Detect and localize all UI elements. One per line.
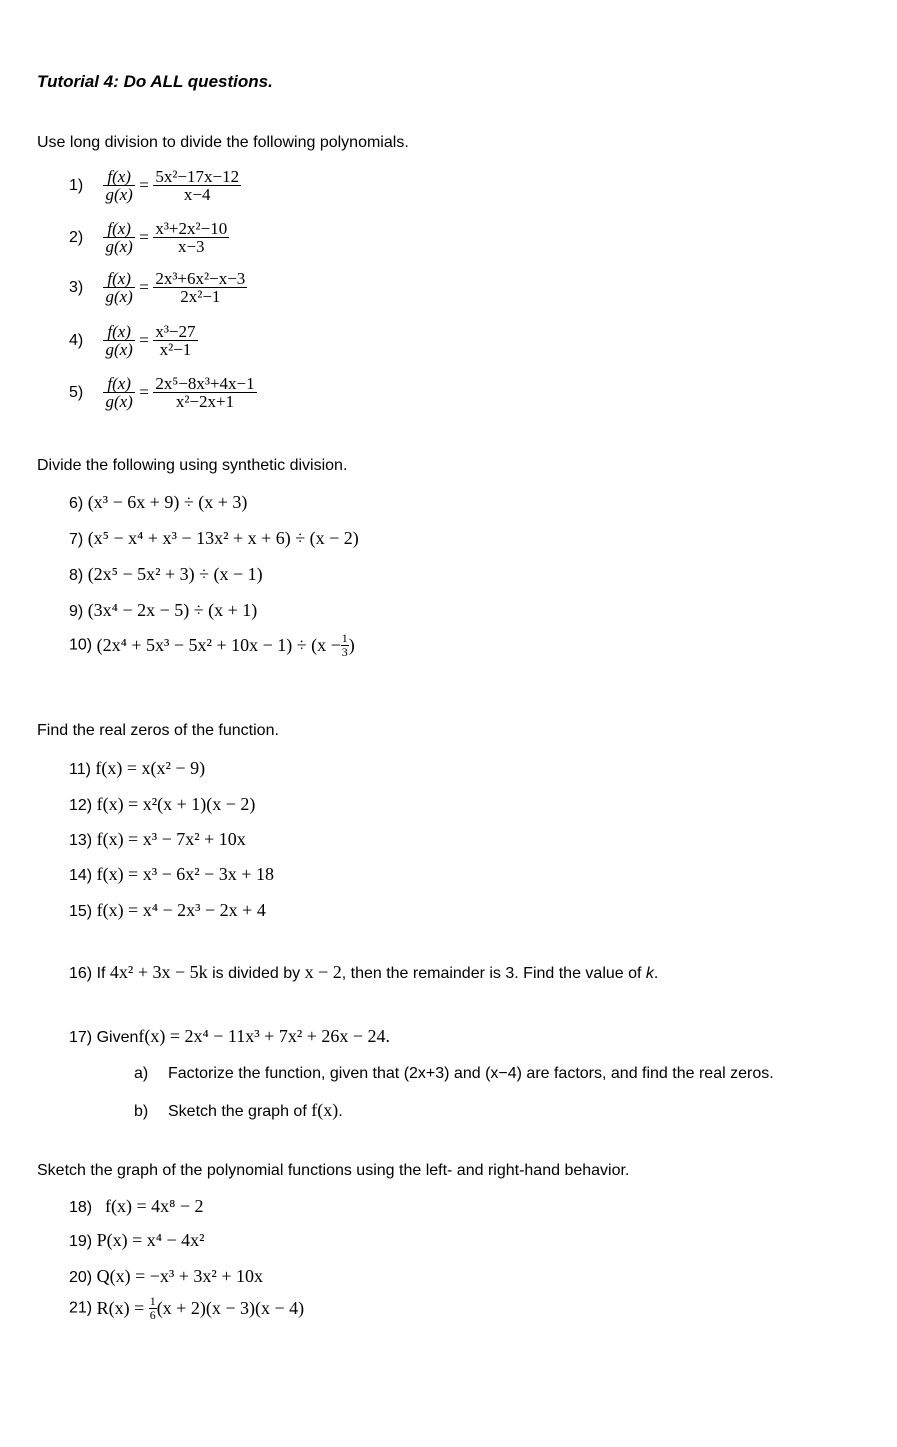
question-label: 3) [69, 278, 84, 296]
question-21 [69, 1295, 304, 1322]
question-label: 5) [69, 383, 84, 401]
question-label: 2) [69, 228, 84, 246]
fraction-lhs-num: f(x) [103, 220, 134, 238]
long-division-heading: Use long division to divide the following polynomials. [37, 134, 409, 151]
question-text: is divided by [212, 965, 301, 982]
question-label: 4) [69, 331, 84, 349]
sub-label: b) [134, 1103, 149, 1120]
question-label: 9) [69, 603, 84, 620]
fraction-den: x−4 [183, 185, 211, 204]
period: . [338, 1103, 343, 1120]
question-label: 1) [69, 176, 84, 194]
question-text-tail: , then the remainder is 3. Find the value of [341, 965, 642, 982]
divisor-expression: x − 2 [304, 962, 342, 982]
fraction-lhs-num: f(x) [103, 323, 134, 341]
fraction-den: x−3 [177, 237, 205, 256]
question-expression: f(x) = x²(x + 1)(x − 2) [96, 794, 256, 814]
question-expression-tail: (x + 2)(x − 3)(x − 4) [156, 1298, 305, 1318]
question-expression: f(x) = x⁴ − 2x³ − 2x + 4 [96, 900, 266, 920]
fraction-num: 5x²−17x−12 [155, 167, 240, 186]
question-expression: f(x) = x(x² − 9) [95, 758, 206, 778]
question-17 [69, 1026, 390, 1047]
question-19 [69, 1230, 205, 1251]
question-label: 15) [69, 903, 93, 920]
question-label: 6) [69, 495, 84, 512]
question-1: 1) $\frac{f(x)}{g(x)}$ = $\frac{\text{5x²−17x−12}}{x-4}$ [69, 167, 240, 204]
sub-text: Sketch the graph of [168, 1103, 307, 1120]
question-label: 8) [69, 567, 84, 584]
fraction-num: 1 [341, 631, 348, 645]
sketch-heading: Sketch the graph of the polynomial functions using the left- and right-hand behavior. [37, 1162, 630, 1179]
fraction-den: 6 [149, 1308, 156, 1322]
question-label: 7) [69, 531, 84, 548]
question-expression: R(x) = [96, 1298, 145, 1318]
sub-expression: f(x) [311, 1100, 339, 1120]
question-17b [134, 1100, 343, 1121]
question-label: 13) [69, 832, 93, 849]
question-expression: 4x² + 3x − 5k [109, 962, 208, 982]
question-8 [69, 564, 263, 585]
question-expression: (3x⁴ − 2x − 5) ÷ (x + 1) [87, 600, 258, 620]
question-expression: Q(x) = −x³ + 3x² + 10x [96, 1266, 263, 1286]
period: . [653, 965, 659, 982]
sub-text: Factorize the function, given that (2x+3) and (x−4) are factors, and find the real zeros. [168, 1065, 774, 1082]
question-2: 2) $\frac{f(x)}{g(x)}$ = $\frac{\text{x³+2x²−10}}{x-3}$ [69, 219, 228, 256]
fraction-den: x²−2x+1 [175, 392, 235, 411]
question-9 [69, 600, 257, 621]
variable-k: k [645, 965, 654, 982]
question-7 [69, 528, 359, 549]
question-13 [69, 829, 246, 850]
question-20 [69, 1266, 263, 1287]
question-4: 4) $\frac{f(x)}{g(x)}$ = $\frac{\text{x³−27}}{\text{x²−1}}$ [69, 322, 196, 359]
fraction-lhs-num: f(x) [103, 270, 134, 288]
question-label: 10) [69, 636, 93, 654]
fraction-lhs-den: g(x) [105, 287, 133, 306]
question-11 [69, 758, 205, 779]
fraction-num: x³−27 [155, 322, 196, 341]
question-expression: (x⁵ − x⁴ + x³ − 13x² + x + 6) ÷ (x − 2) [87, 528, 359, 548]
fraction-num: x³+2x²−10 [155, 219, 228, 238]
fraction-num: 2x³+6x²−x−3 [155, 269, 246, 288]
fraction-num: 2x⁵−8x³+4x−1 [155, 374, 255, 393]
question-label: 19) [69, 1233, 93, 1250]
question-expression: f(x) = 2x⁴ − 11x³ + 7x² + 26x − 24. [138, 1026, 391, 1046]
question-10 [69, 632, 355, 659]
fraction-num: 1 [149, 1294, 156, 1308]
question-6 [69, 492, 247, 513]
question-5: 5) $\frac{f(x)}{g(x)}$ = $\frac{\text{2x⁵−8x³+4x−1}}{\text{x²−2x+1}}$ [69, 374, 255, 411]
question-17a [134, 1065, 774, 1083]
question-label: 17) Given [69, 1029, 139, 1046]
question-expression: (2x⁴ + 5x³ − 5x² + 10x − 1) ÷ (x − [96, 635, 341, 655]
fraction-lhs-den: g(x) [105, 185, 133, 204]
question-label: 16) If [69, 965, 106, 982]
question-label: 12) [69, 797, 93, 814]
fraction-den: 2x²−1 [180, 287, 221, 306]
fraction-lhs-num: f(x) [103, 375, 134, 393]
fraction-lhs-num: f(x) [103, 168, 134, 186]
question-12 [69, 794, 255, 815]
real-zeros-heading: Find the real zeros of the function. [37, 722, 279, 739]
question-label: 18) [69, 1199, 93, 1216]
question-expression: f(x) = 4x⁸ − 2 [105, 1196, 204, 1216]
fraction-lhs-den: g(x) [105, 237, 133, 256]
fraction-lhs-den: g(x) [105, 340, 133, 359]
synthetic-division-heading: Divide the following using synthetic division. [37, 457, 348, 474]
fraction-den: x²−1 [159, 340, 192, 359]
question-15 [69, 900, 266, 921]
question-label: 20) [69, 1269, 93, 1286]
question-expression: f(x) = x³ − 7x² + 10x [96, 829, 246, 849]
question-label: 11) [69, 761, 91, 778]
page-title: Tutorial 4: Do ALL questions. [37, 72, 273, 91]
question-14 [69, 864, 274, 885]
fraction-lhs-den: g(x) [105, 392, 133, 411]
question-expression: P(x) = x⁴ − 4x² [96, 1230, 205, 1250]
closing-paren: ) [348, 635, 355, 655]
question-18 [69, 1196, 204, 1217]
question-expression: f(x) = x³ − 6x² − 3x + 18 [96, 864, 274, 884]
sub-label: a) [134, 1065, 149, 1082]
question-expression: (2x⁵ − 5x² + 3) ÷ (x − 1) [87, 564, 263, 584]
question-3: 3) $\frac{f(x)}{g(x)}$ = $\frac{\text{2x³+6x²−x−3}}{\text{2x²−1}}$ [69, 269, 246, 306]
fraction-den: 3 [341, 645, 348, 659]
question-label: 21) [69, 1299, 93, 1317]
question-label: 14) [69, 867, 93, 884]
question-expression: (x³ − 6x + 9) ÷ (x + 3) [87, 492, 248, 512]
question-16 [69, 962, 658, 983]
